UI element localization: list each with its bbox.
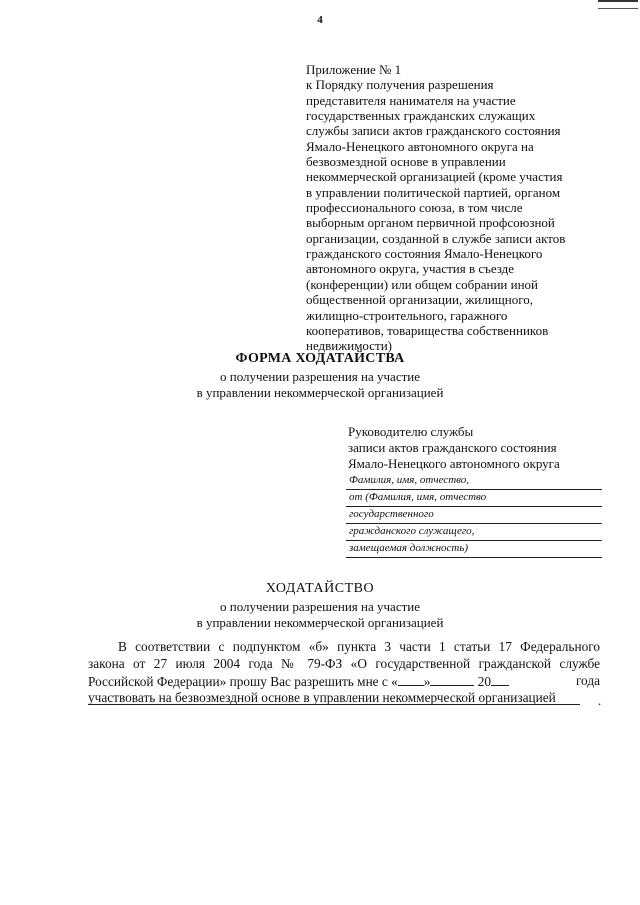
addressee-line1: Руководителю службы [348,424,474,439]
body-line3-text: Российской Федерации» прошу Вас разрешить мне с « [88,674,398,689]
appendix-line: представителя нанимателя на участие [306,92,516,108]
appendix-line: общественной организации, жилищного, [306,292,534,308]
quote-close: » [423,674,431,689]
year-word: года [575,673,600,688]
page-number: 4 [317,14,323,26]
year-blank[interactable] [491,673,509,686]
appendix-line: некоммерческой организацией (кроме участия [306,169,563,185]
addressee-line2: записи актов гражданского состояния [348,440,557,455]
appendix-line: выборным органом первичной профсоюзной [306,215,555,231]
field-from-name[interactable]: от (Фамилия, имя, отчество [346,491,602,507]
petition-subtitle-line1: о получении разрешения на участие [219,599,420,614]
corner-scan-mark [598,0,638,9]
appendix-line: (конференции) или общем собрании иной [306,276,538,292]
form-title: ФОРМА ХОДАТАЙСТВА [235,351,405,366]
day-blank[interactable] [398,673,424,686]
appendix-line: жилищно-строительного, гаражного [306,307,508,323]
field-full-name[interactable]: Фамилия, имя, отчество, [346,474,602,490]
appendix-line: организации, созданной в службе записи актов [306,230,566,246]
appendix-block [306,62,606,354]
appendix-line: автономного округа, участия в съезде [306,261,515,277]
year-prefix: 20 [477,674,492,689]
body-line1: В соответствии с подпунктом «б» пункта 3 части 1 статьи 17 Федерального [118,639,600,654]
end-dot: . [598,693,602,708]
addressee-line3: Ямало-Ненецкого автономного округа [348,456,560,471]
appendix-line: Ямало-Ненецкого автономного округа на [306,138,534,154]
appendix-line: профессионального союза, в том числе [306,200,523,216]
petition-title: ХОДАТАЙСТВО [265,581,375,596]
field-position[interactable]: замещаемая должность) [346,542,602,558]
appendix-line: службы записи актов гражданского состояния [306,123,561,139]
form-subtitle-line1: о получении разрешения на участие [219,369,420,384]
appendix-line: государственных гражданских служащих [306,108,536,124]
appendix-line: кооперативов, товарищества собственников [306,322,549,338]
appendix-line: безвозмездной основе в управлении [306,154,506,170]
appendix-line: гражданского состояния Ямало-Ненецкого [306,246,543,262]
appendix-line: к Порядку получения разрешения [306,77,494,93]
body-line3 [88,673,600,690]
appendix-line: недвижимости) [306,338,392,354]
month-blank[interactable] [430,673,474,686]
appendix-line: Приложение № 1 [306,62,402,77]
organization-blank[interactable] [88,704,580,705]
body-line4: участвовать на безвозмездной основе в управлении некоммерческой организацией [88,690,556,705]
field-state[interactable]: государственного [346,508,602,524]
appendix-line: в управлении политической партией, органом [306,184,561,200]
form-subtitle-line2: в управлении некоммерческой организацией [196,385,444,400]
petition-subtitle-line2: в управлении некоммерческой организацией [196,615,444,630]
field-civil-servant[interactable]: гражданского служащего, [346,525,602,541]
body-line2: закона от 27 июля 2004 года № 79-ФЗ «О государственной гражданской службе [88,656,600,671]
